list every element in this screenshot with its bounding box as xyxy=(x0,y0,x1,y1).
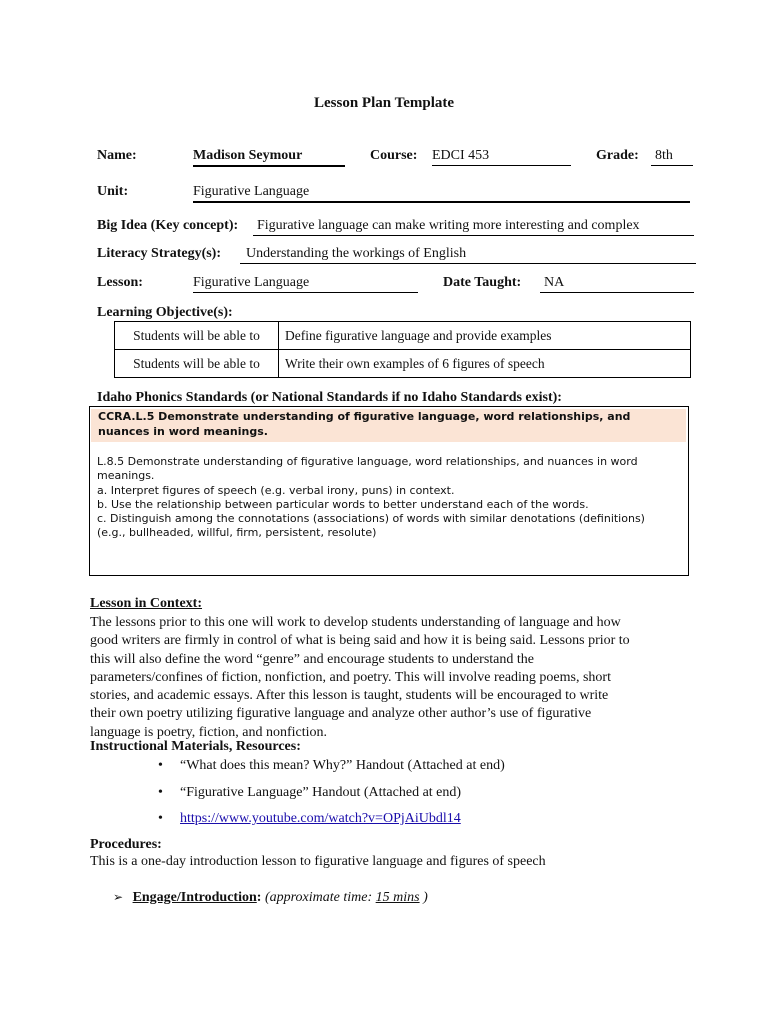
youtube-link[interactable]: https://www.youtube.com/watch?v=OPjAiUbdl14 xyxy=(180,811,461,826)
bullet-icon: • xyxy=(158,758,163,773)
page-title: Lesson Plan Template xyxy=(313,95,455,111)
standard-line: c. Distinguish among the connotations (associations) of words with similar denotations (definitions) xyxy=(97,512,645,526)
list-item xyxy=(158,785,462,801)
name-value: Madison Seymour xyxy=(193,148,345,167)
context-line: parameters/confines of fiction, nonfiction, and poetry. This will involve reading poems, short xyxy=(90,669,611,685)
objective-text: Define figurative language and provide examples xyxy=(279,322,691,350)
engage-label: Engage/Introduction xyxy=(132,890,257,905)
grade-label: Grade: xyxy=(596,148,639,163)
objectives-heading: Learning Objective(s): xyxy=(97,305,233,320)
material-text: “What does this mean? Why?” Handout (Attached at end) xyxy=(180,758,505,773)
standard-highlight-line: CCRA.L.5 Demonstrate understanding of figurative language, word relationships, and xyxy=(98,410,631,423)
big-idea-value: Figurative language can make writing more interesting and complex xyxy=(253,218,694,236)
unit-value: Figurative Language xyxy=(193,184,690,203)
engage-colon: : xyxy=(256,890,262,905)
context-line: their own poetry utilizing figurative language and analyze other author’s use of figurative xyxy=(90,706,592,722)
context-heading: Lesson in Context: xyxy=(90,596,203,611)
list-item xyxy=(158,811,461,827)
objectives-table xyxy=(114,321,691,378)
unit-label: Unit: xyxy=(97,184,129,199)
arrow-bullet-icon: ➢ xyxy=(113,890,124,904)
grade-value: 8th xyxy=(651,148,693,166)
standard-line: meanings. xyxy=(97,469,155,483)
material-text: “Figurative Language” Handout (Attached at end) xyxy=(180,785,462,800)
bullet-icon: • xyxy=(158,785,163,800)
lesson-value: Figurative Language xyxy=(193,275,418,293)
context-paragraph xyxy=(90,614,690,742)
context-line: The lessons prior to this one will work to develop students understanding of language and how xyxy=(90,615,621,630)
standard-body xyxy=(97,455,682,541)
context-line: language is poetry, fiction, and nonfiction. xyxy=(90,724,328,740)
lesson-label: Lesson: xyxy=(97,275,143,290)
standards-box xyxy=(89,406,689,576)
standard-line: (e.g., bullheaded, willful, firm, persistent, resolute) xyxy=(97,526,377,540)
big-idea-label: Big Idea (Key concept): xyxy=(97,218,239,233)
date-taught-label: Date Taught: xyxy=(443,275,522,290)
context-line: good writers are firmly in control of what is being said and how it is being said. Lessons prior to xyxy=(90,633,630,649)
course-label: Course: xyxy=(370,148,418,163)
objective-prefix: Students will be able to xyxy=(115,322,279,350)
standard-line: a. Interpret figures of speech (e.g. verbal irony, puns) in context. xyxy=(97,483,455,497)
standards-heading: Idaho Phonics Standards (or National Standards if no Idaho Standards exist): xyxy=(97,390,562,405)
course-value: EDCI 453 xyxy=(432,148,571,166)
engage-time-suffix: ) xyxy=(419,890,428,905)
objective-prefix: Students will be able to xyxy=(115,350,279,378)
literacy-label: Literacy Strategy(s): xyxy=(97,246,222,261)
standard-highlight xyxy=(91,409,686,442)
date-taught-value: NA xyxy=(540,275,694,293)
engage-line xyxy=(113,890,428,906)
procedures-heading: Procedures: xyxy=(90,837,162,852)
context-line: stories, and academic essays. After this lesson is taught, students will be encouraged to write xyxy=(90,688,609,704)
table-row xyxy=(115,322,691,350)
context-line: this will also define the word “genre” and encourage students to understand the xyxy=(90,651,534,667)
literacy-value: Understanding the workings of English xyxy=(240,246,696,264)
standard-highlight-line: nuances in word meanings. xyxy=(98,425,268,438)
bullet-icon: • xyxy=(158,811,163,826)
procedures-text: This is a one-day introduction lesson to figurative language and figures of speech xyxy=(90,854,546,869)
standard-line: L.8.5 Demonstrate understanding of figurative language, word relationships, and nuances in word xyxy=(97,455,638,468)
objective-text: Write their own examples of 6 figures of speech xyxy=(279,350,691,378)
engage-time-prefix: (approximate time: xyxy=(264,890,376,905)
standard-line: b. Use the relationship between particular words to better understand each of the words. xyxy=(97,497,589,511)
materials-heading: Instructional Materials, Resources: xyxy=(90,739,301,754)
engage-time-value: 15 mins xyxy=(375,890,420,905)
name-label: Name: xyxy=(97,148,137,163)
table-row xyxy=(115,350,691,378)
list-item xyxy=(158,758,505,774)
